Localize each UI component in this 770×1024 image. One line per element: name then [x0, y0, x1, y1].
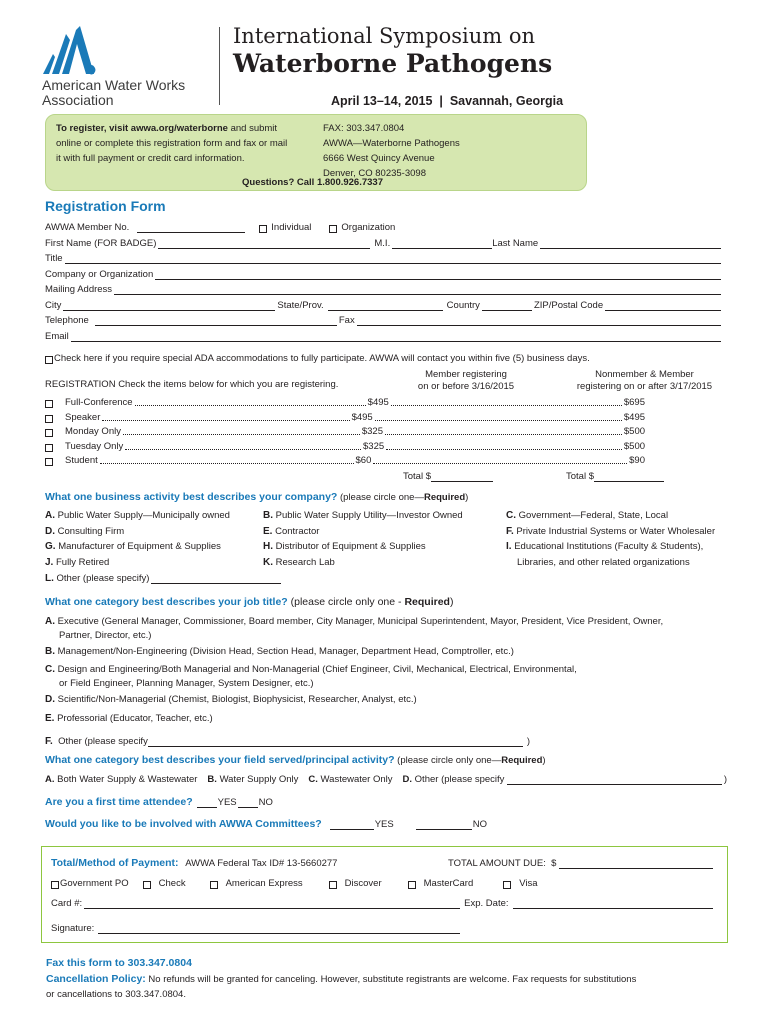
mailing-address-field[interactable] — [114, 286, 721, 295]
business-option-c[interactable]: C. Government—Federal, State, Local — [506, 510, 669, 521]
job-other-field[interactable] — [148, 738, 523, 747]
tax-id: AWWA Federal Tax ID# 13-5660277 — [185, 858, 338, 869]
monday-nonmember-price: $500 — [623, 426, 646, 437]
business-option-j[interactable]: J. Fully Retired — [45, 557, 110, 568]
member-total: Total $ — [403, 470, 495, 482]
row-company: Company or Organization — [45, 268, 723, 280]
awwa-logo — [40, 24, 104, 80]
field-other-field[interactable] — [507, 776, 721, 785]
job-option-a[interactable]: A. Executive (General Manager, Commissioner, Board member, City Manager, Municipal Superintendent, Mayor, President, Vice President, Owner, Partner, Director, etc.) — [45, 616, 664, 641]
register-link-text: To register, visit awwa.org/waterborne — [56, 123, 228, 134]
visa-checkbox[interactable] — [503, 881, 511, 889]
business-option-i[interactable]: I. Educational Institutions (Faculty & Students), — [506, 541, 704, 552]
business-option-g[interactable]: G. Manufacturer of Equipment & Supplies — [45, 541, 221, 552]
field-options: A. Both Water Supply & Wastewater B. Water Supply Only C. Wastewater Only D. Other (please specify ) — [45, 774, 727, 785]
total-due: TOTAL AMOUNT DUE: $ — [448, 857, 715, 869]
american-express-checkbox[interactable] — [210, 881, 218, 889]
row-telephone: Telephone Fax — [45, 314, 723, 326]
job-option-e[interactable]: E. Professorial (Educator, Teacher, etc.) — [45, 713, 213, 724]
business-option-i-cont: Libraries, and other related organizations — [517, 557, 690, 568]
business-option-b[interactable]: B. Public Water Supply Utility—Investor Owned — [263, 510, 463, 521]
full-conference-nonmember-price: $695 — [623, 397, 645, 408]
reg-item-speaker[interactable]: Speaker $495 $495 — [45, 411, 645, 423]
monday-member-price: $325 — [361, 426, 383, 437]
mastercard-checkbox[interactable] — [408, 881, 416, 889]
first-name-field[interactable] — [158, 240, 370, 249]
info-register-text: To register, visit awwa.org/waterborne and submit online or complete this registration form and fax or mail it with full payment or credit card information. — [56, 123, 288, 164]
form-title: Registration Form — [45, 198, 166, 214]
org-name-line1: American Water Works — [42, 77, 186, 93]
row-member: AWWA Member No. Individual Organization — [45, 222, 396, 233]
field-option-a[interactable]: A. Both Water Supply & Wastewater — [45, 774, 198, 785]
member-no-field[interactable] — [137, 224, 245, 233]
event-date-location: April 13–14, 2015 | Savannah, Georgia — [331, 94, 564, 108]
telephone-field[interactable] — [95, 317, 337, 326]
reg-item-full-conference[interactable]: Full-Conference $495 $695 — [45, 396, 645, 408]
student-checkbox[interactable] — [45, 458, 53, 466]
signature-field[interactable] — [98, 925, 460, 934]
field-option-b[interactable]: B. Water Supply Only — [207, 774, 299, 785]
ada-checkbox[interactable] — [45, 356, 53, 364]
country-field[interactable] — [482, 302, 532, 311]
city-field[interactable] — [63, 302, 275, 311]
member-total-field[interactable] — [431, 473, 493, 482]
fax-field[interactable] — [357, 317, 721, 326]
full-conference-member-price: $495 — [367, 397, 389, 408]
company-field[interactable] — [155, 271, 721, 280]
event-title — [233, 24, 552, 78]
first-time-no-field[interactable] — [238, 799, 258, 808]
reg-item-student[interactable]: Student $60 $90 — [45, 454, 645, 466]
discover-checkbox[interactable] — [329, 881, 337, 889]
organization-checkbox[interactable] — [329, 225, 337, 233]
tuesday-member-price: $325 — [363, 440, 385, 452]
tuesday-nonmember-price: $500 — [623, 440, 646, 452]
cancellation-policy: Cancellation Policy: No refunds will be granted for canceling. However, substitute registrants are welcome. Fax requests for substitutions or cancellations to 303.347.0804. — [46, 973, 637, 1000]
nonmember-total: Total $ — [566, 470, 666, 482]
individual-checkbox[interactable] — [259, 225, 267, 233]
info-questions: Questions? Call 1.800.926.7337 — [242, 177, 383, 188]
student-member-price: $60 — [355, 455, 372, 466]
last-name-field[interactable] — [540, 240, 721, 249]
state-field[interactable] — [328, 302, 443, 311]
row-name: First Name (FOR BADGE) M.I. Last Name — [45, 237, 723, 249]
speaker-nonmember-price: $495 — [623, 411, 646, 423]
field-option-c[interactable]: C. Wastewater Only — [308, 774, 393, 785]
business-option-k[interactable]: K. Research Lab — [263, 557, 335, 568]
business-option-h[interactable]: H. Distributor of Equipment & Supplies — [263, 541, 426, 552]
business-option-e[interactable]: E. Contractor — [263, 526, 320, 537]
committees-yes-field[interactable] — [330, 821, 374, 830]
check-checkbox[interactable] — [143, 881, 151, 889]
reg-item-monday[interactable]: Monday Only $325 $500 — [45, 425, 645, 437]
event-title-line2: Waterborne Pathogens — [233, 49, 553, 78]
mi-field[interactable] — [392, 240, 492, 249]
business-option-a[interactable]: A. Public Water Supply—Municipally owned — [45, 510, 230, 521]
header-divider — [219, 27, 220, 105]
title-field[interactable] — [65, 255, 721, 264]
government-po-checkbox[interactable] — [51, 881, 59, 889]
exp-date-field[interactable] — [513, 900, 713, 909]
field-question: What one category best describes your field served/principal activity? (please circle only one—Required) — [45, 754, 546, 766]
zip-field[interactable] — [605, 302, 721, 311]
business-other-field[interactable] — [151, 575, 281, 584]
awwa-logo-icon — [40, 24, 104, 80]
job-option-b[interactable]: B. Management/Non-Engineering (Division Head, Section Head, Manager, Department Head, Comptroller, etc.) — [45, 646, 514, 657]
speaker-checkbox[interactable] — [45, 415, 53, 423]
business-option-d[interactable]: D. Consulting Firm — [45, 526, 125, 537]
payment-methods: Government PO Check American Express Discover MasterCard Visa — [51, 877, 538, 889]
committees-row: Would you like to be involved with AWWA Committees? YES NO — [45, 818, 487, 830]
student-nonmember-price: $90 — [629, 455, 645, 466]
speaker-member-price: $495 — [351, 411, 373, 423]
event-title-line1: International Symposium on — [233, 24, 536, 48]
field-option-d[interactable]: D. Other (please specify — [402, 774, 505, 785]
total-due-field[interactable] — [559, 860, 713, 869]
business-question: What one business activity best describes your company? (please circle one—Required) — [45, 491, 469, 503]
card-number-field[interactable] — [84, 900, 460, 909]
row-ada: Check here if you require special ADA accommodations to fully participate. AWWA will contact you within five (5) business days. — [45, 352, 590, 364]
committees-no-field[interactable] — [416, 821, 472, 830]
row-city: City State/Prov. Country ZIP/Postal Code — [45, 299, 723, 311]
monday-checkbox[interactable] — [45, 429, 53, 437]
row-title: Title — [45, 252, 723, 264]
first-time-row: Are you a first time attendee? YES NO — [45, 796, 273, 808]
job-option-d[interactable]: D. Scientific/Non-Managerial (Chemist, Biologist, Biophysicist, Researcher, Analyst, etc.) — [45, 694, 417, 705]
business-option-l[interactable]: L. Other (please specify) — [45, 572, 283, 584]
org-name-line2: Association — [42, 92, 114, 108]
job-option-c[interactable]: C. Design and Engineering/Both Managerial and Non-Managerial (Chief Engineer, Civil, Mechanical, Electrical, Environmental, or Field Engineer, Planning Manager, System Designer, etc.) — [45, 664, 577, 689]
nonmember-total-field[interactable] — [594, 473, 664, 482]
signature-row: Signature: — [51, 922, 462, 934]
org-name — [42, 78, 185, 108]
reg-item-tuesday[interactable]: Tuesday Only $325 $500 — [45, 440, 645, 452]
row-mailing: Mailing Address — [45, 283, 723, 295]
row-email: Email — [45, 330, 723, 342]
job-question: What one category best describes your job title? (please circle only one - Required) — [45, 596, 454, 608]
card-row: Card #: Exp. Date: — [51, 897, 715, 909]
business-option-f[interactable]: F. Private Industrial Systems or Water Wholesaler — [506, 526, 716, 537]
email-field[interactable] — [71, 333, 721, 342]
fax-instruction: Fax this form to 303.347.0804 — [46, 957, 192, 969]
tuesday-checkbox[interactable] — [45, 444, 53, 452]
job-option-f[interactable]: F. Other (please specify ) — [45, 736, 530, 747]
reg-heading: REGISTRATION Check the items below for which you are registering. — [45, 379, 339, 390]
full-conference-checkbox[interactable] — [45, 400, 53, 408]
first-time-yes-field[interactable] — [197, 799, 217, 808]
member-header: Member registering on or before 3/16/2015 — [417, 369, 515, 392]
info-fax: FAX: 303.347.0804 — [323, 123, 405, 134]
info-mail-address: FAX: 303.347.0804 AWWA—Waterborne Pathogens 6666 West Quincy Avenue Denver, CO 80235-3098 — [323, 123, 460, 179]
nonmember-header: Nonmember & Member registering on or after 3/17/2015 — [576, 369, 713, 392]
payment-title-row: Total/Method of Payment: AWWA Federal Tax ID# 13-5660277 — [51, 857, 338, 869]
